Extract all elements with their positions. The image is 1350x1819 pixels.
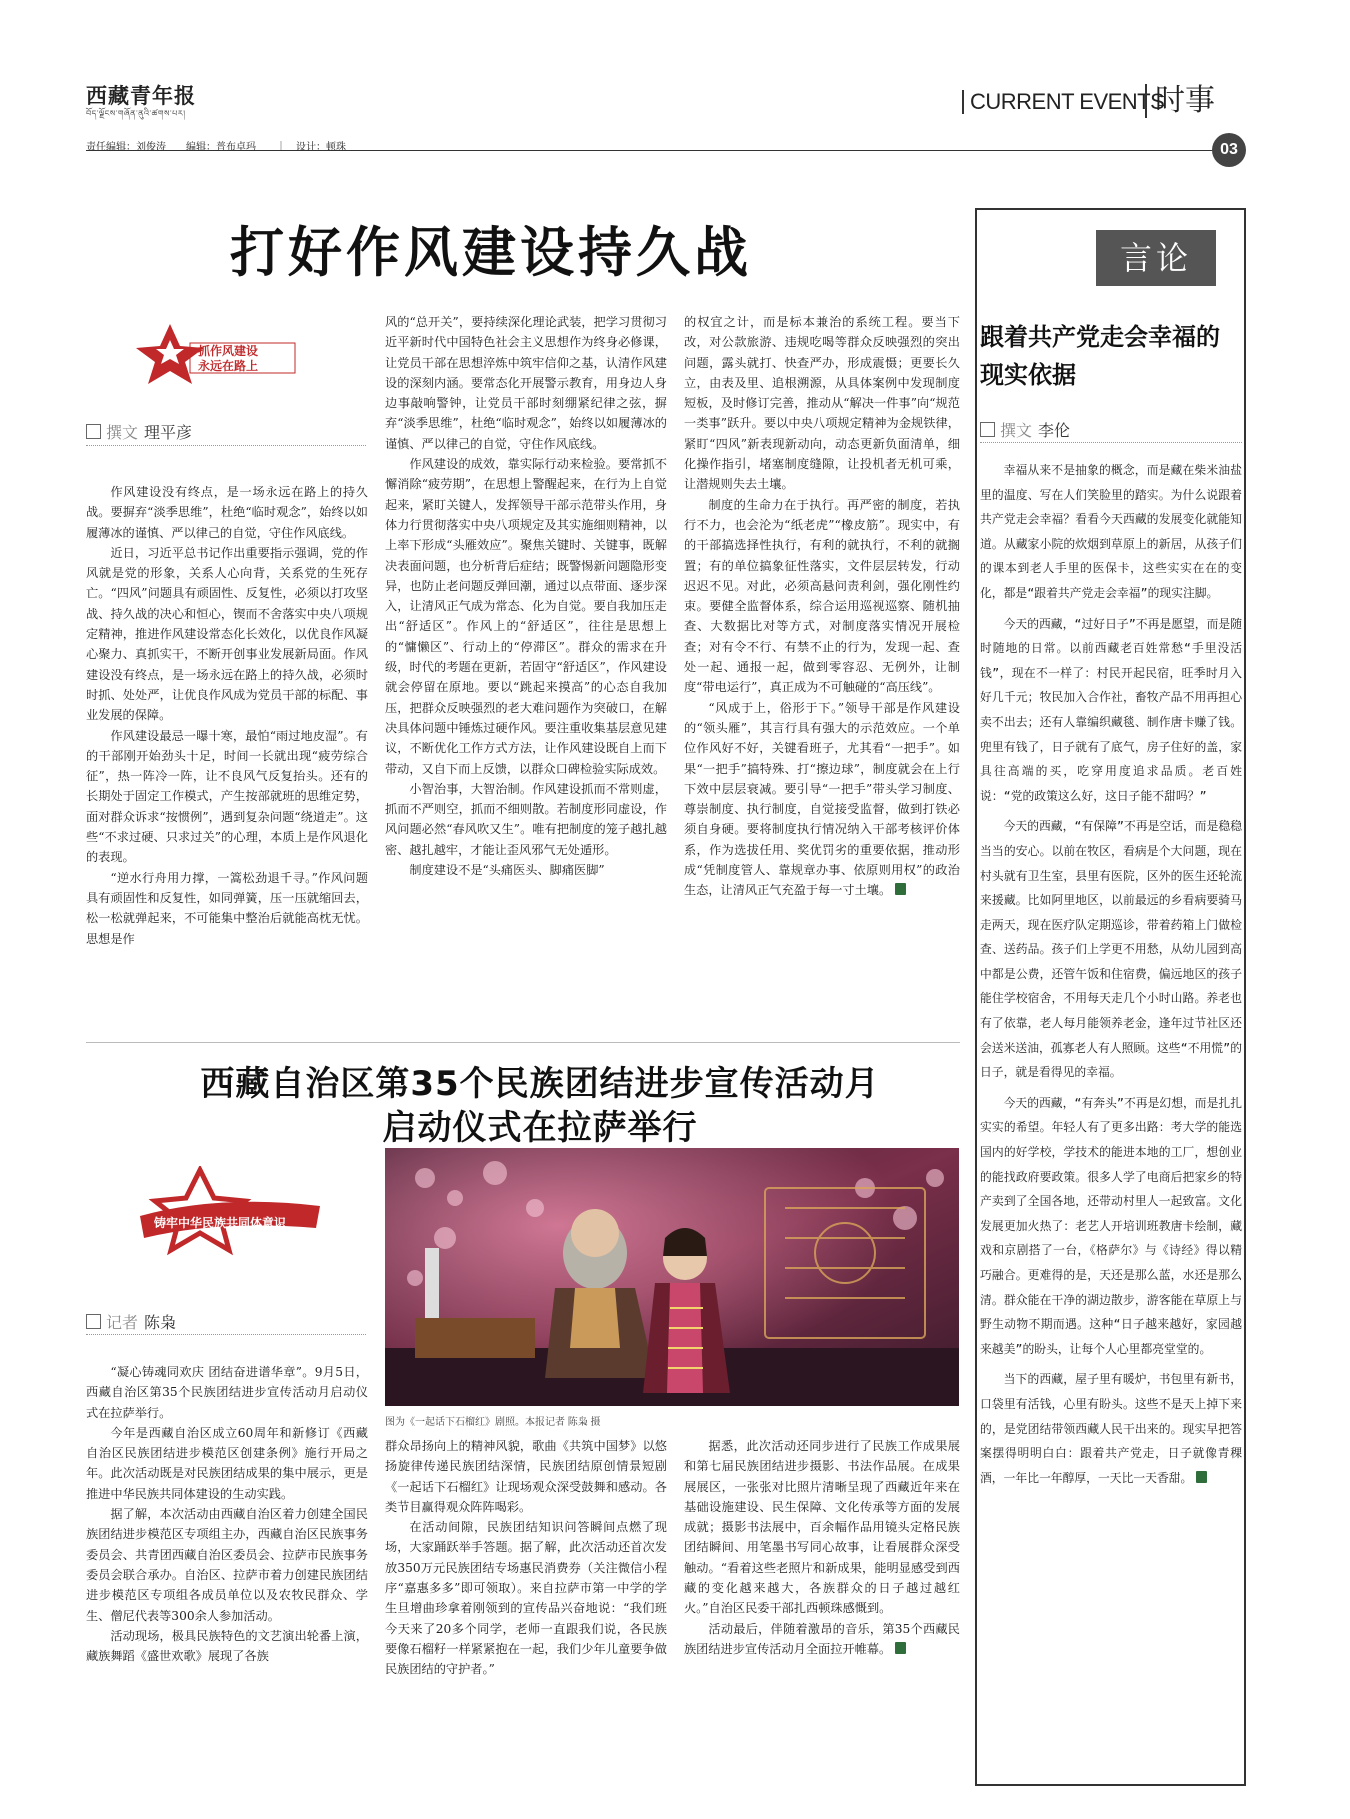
article2-headline-line1: 西藏自治区第35个民族团结进步宣传活动月	[200, 1064, 880, 1104]
red-star-banner-icon	[120, 1166, 330, 1256]
opinion-body	[980, 458, 1242, 1496]
paragraph: 风的“总开关”，要持续深化理论武装，把学习贯彻习近平新时代中国特色社会主义思想作为终身必修课，让党员干部在思想淬炼中筑牢信仰之基，认清作风建设的深刻内涵。要常态化开展警示教育，用身边人身边事敲响警钟，让党员干部时刻绷紧纪律之弦，摒弃“淡季思维”，杜绝“临时观念”，始终以如履薄冰的谨慎、严以律己的自觉，守住作风底线。	[385, 315, 667, 451]
page-number: 03	[1212, 133, 1246, 167]
paragraph: 小智治事，大智治制。作风建设抓而不常则虚，抓而不严则空，抓而不细则散。若制度形同虚设，作风问题必然“春风吹又生”。唯有把制度的笼子越扎越密、越扎越牢，才能让歪风邪气无处遁形。	[385, 781, 667, 857]
article2-logo-text: 铸牢中华民族共同体意识	[154, 1216, 287, 1230]
paragraph: 在活动间隙，民族团结知识问答瞬间点燃了现场，大家踊跃举手答题。据了解，此次活动还首次发放350万元民族团结专场惠民消费券（关注微信小程序“嘉惠多多”即可领取）。来自拉萨市第一中学的学生旦增曲珍拿着刚领到的宣传品兴奋地说：“我们班今天来了20多个同学，老师一直跟我们说，各民族要像石榴籽一样紧紧抱在一起，我们少年儿童要争做民族团结的守护者。”	[385, 1520, 667, 1677]
article1-logo-line1: 抓作风建设	[198, 344, 259, 358]
paragraph: 今年是西藏自治区成立60周年和新修订《西藏自治区民族团结进步模范区创建条例》施行开局之年。此次活动既是对民族团结成果的集中展示，更是推进中华民族共同体建设的生动实践。	[86, 1425, 368, 1501]
article1-column-1	[86, 482, 368, 949]
paragraph: “凝心铸魂同欢庆 团结奋进谱华章”。9月5日，西藏自治区第35个民族团结进步宣传活动月启动仪式在拉萨举行。	[86, 1365, 368, 1420]
article-divider	[86, 1042, 960, 1043]
paragraph-text: “风成于上，俗形于下。”领导干部是作风建设的“领头雁”，其言行具有强大的示范效应。一个单位作风好不好，关键看班子，尤其看“一把手”。如果“一把手”搞特殊、打“擦边球”，制度就会在上行下效中层层衰减。要引导“一把手”带头学习制度、尊崇制度、执行制度，自觉接受监督，做到打铁必须自身硬。要将制度执行情况纳入干部考核评价体系，作为选拔任用、奖优罚劣的重要依据，推动形成“凭制度管人、靠规章办事、依原则用权”的政治生态，让清风正气充盈于每一寸土壤。	[684, 700, 960, 898]
paragraph: 幸福从来不是抽象的概念，而是藏在柴米油盐里的温度、写在人们笑脸里的踏实。为什么说跟着共产党走会幸福？看看今天西藏的发展变化就能知道。从藏家小院的炊烟到草原上的新居，从孩子们的课本到老人手里的医保卡，这些实实在在的变化，都是“跟着共产党走会幸福”的现实注脚。	[980, 463, 1242, 600]
paragraph: 据悉，此次活动还同步进行了民族工作成果展和第七届民族团结进步摄影、书法作品展。在成果展展区，一张张对比照片清晰呈现了西藏近年来在基础设施建设、民生保障、文化传承等方面的发展成就；摄影书法展中，百余幅作品用镜头定格民族团结瞬间、用笔墨书写同心故事，让看展群众深受触动。“看着这些老照片和新成果，能明显感受到西藏的变化越来越大，各族群众的日子越过越红火。”自治区民委干部扎西顿珠感慨到。	[684, 1439, 960, 1616]
article1-column-2	[385, 312, 667, 880]
paragraph: 作风建设最忌一曝十寒，最怕“雨过地皮湿”。有的干部刚开始劲头十足，时间一长就出现“疲劳综合征”，热一阵冷一阵，让不良风气反复抬头。还有的长期处于固定工作模式，产生按部就班的思维定势，面对群众诉求“按惯例”，遇到复杂问题“绕道走”。这些“不求过硬、只求过关”的心理，本质上是作风退化的表现。	[86, 728, 368, 865]
article1-logo	[130, 318, 300, 388]
editor-credits: 责任编辑：刘俊涛 编辑：普布卓玛 ｜ 设计：顿珠	[86, 142, 346, 153]
byline-author: 李伦	[1038, 423, 1071, 440]
article2-headline	[170, 1062, 910, 1150]
article2-column-3	[684, 1436, 960, 1659]
paragraph	[684, 698, 960, 901]
newspaper-subtitle-tibetan: བོད་ལྗོངས་གཞོན་ནུའི་ཚགས་པར།	[86, 109, 186, 118]
photo-caption: 图为《一起话下石榴红》剧照。本报记者 陈枭 摄	[385, 1417, 601, 1428]
event-photo	[385, 1148, 959, 1406]
article1-column-3	[684, 312, 960, 901]
paragraph	[684, 1619, 960, 1660]
paragraph: 今天的西藏，“有奔头”不再是幻想，而是扎扎实实的希望。年轻人有了更多出路：考大学的能选国内的好学校，学技术的能进本地的工厂，想创业的能找政府要政策。很多人学了电商后把家乡的特产卖到了全国各地，还带动村里人一起致富。文化发展更加火热了：老艺人开培训班教唐卡绘制，藏戏和京剧搭了一台，《格萨尔》与《诗经》得以精巧融合。更难得的是，天还是那么蓝，水还是那么清。群众能在干净的湖边散步，游客能在草原上与野生动物不期而遇。这种“日子越来越好，家园越来越美”的盼头，让每个人心里都亮堂堂的。	[980, 1095, 1242, 1356]
paragraph-text: 活动最后，伴随着激昂的音乐，第35个西藏民族团结进步宣传活动月全面拉开帷幕。	[684, 1621, 960, 1656]
article2-headline-line2: 启动仪式在拉萨举行	[382, 1108, 698, 1148]
article1-logo-line2: 永远在路上	[198, 359, 259, 373]
paragraph: 群众昂扬向上的精神风貌，歌曲《共筑中国梦》以悠扬旋律传递民族团结深情，民族团结原创情景短剧《一起话下石榴红》让现场观众深受鼓舞和感动。各类节目赢得观众阵阵喝彩。	[385, 1439, 667, 1514]
article1-byline	[86, 420, 192, 443]
byline-author: 陈枭	[144, 1315, 177, 1332]
end-mark-icon	[895, 1642, 906, 1654]
pen-icon	[86, 1314, 101, 1329]
opinion-headline: 跟着共产党走会幸福的现实依据	[980, 323, 1220, 389]
paragraph	[980, 1367, 1242, 1490]
end-mark-icon	[895, 883, 906, 895]
article2-column-1	[86, 1362, 368, 1666]
byline-label: 撰文	[106, 425, 139, 442]
paragraph: 作风建设没有终点，是一场永远在路上的持久战。要摒弃“淡季思维”，杜绝“临时观念”，始终以如履薄冰的谨慎、严以律己的自觉，守住作风底线。	[86, 485, 368, 540]
header-rule	[86, 150, 1218, 151]
paragraph: 近日，习近平总书记作出重要指示强调，党的作风就是党的形象，关系人心向背，关系党的生死存亡。“四风”问题具有顽固性、反复性，必须以打攻坚战、持久战的决心和恒心，锲而不舍落实中央八项规定精神，推进作风建设常态化长效化，以优良作风凝心聚力、真抓实干，不断开创事业发展新局面。作风建设没有终点，是一场永远在路上的持久战，必须时时抓、处处严，让优良作风成为党员干部的标配、事业发展的保障。	[86, 545, 368, 723]
paragraph: 活动现场，极具民族特色的文艺演出轮番上演，藏族舞蹈《盛世欢歌》展现了各族	[86, 1628, 368, 1664]
byline-rule	[86, 1334, 366, 1335]
opinion-byline	[980, 418, 1070, 441]
newspaper-title: 西藏青年报	[86, 83, 196, 108]
byline-rule	[86, 445, 366, 446]
article2-column-2	[385, 1436, 667, 1680]
paragraph: 据了解，本次活动由西藏自治区着力创建全国民族团结进步模范区专项组主办，西藏自治区民族事务委员会、共青团西藏自治区委员会、拉萨市民族事务委员会联合承办。自治区、拉萨市着力创建民族团结进步模范区专项组各成员单位以及农牧民群众、学生、僧尼代表等300余人参加活动。	[86, 1507, 368, 1623]
section-label-en: CURRENT EVENTS	[962, 90, 1164, 114]
paragraph: 制度的生命力在于执行。再严密的制度，若执行不力，也会沦为“纸老虎”“橡皮筋”。现实中，有的干部搞选择性执行，有利的就执行，不利的就搁置；有的单位搞象征性落实，文件层层转发，行动迟迟不见。对此，必须高悬问责利剑，强化刚性约束。要健全监督体系，综合运用巡视巡察、随机抽查、大数据比对等方式，对制度落实情况开展检查；对有令不行、有禁不止的行为，发现一起、查处一起、通报一起，做到零容忍、无例外，让制度“带电运行”，真正成为不可触碰的“高压线”。	[684, 497, 960, 695]
paragraph: 的权宜之计，而是标本兼治的系统工程。要当下改，对公款旅游、违规吃喝等群众反映强烈的突出问题，露头就打、快查严办，形成震慑；更要长久立，由表及里、追根溯源，从具体案例中发现制度短板，及时修订完善，推动从“解决一件事”向“规范一类事”跃升。要以中央八项规定精神为金规铁律，紧盯“四风”新表现新动向，动态更新负面清单，细化操作指引，堵塞制度缝隙，让投机者无机可乘，让潜规则失去土壤。	[684, 315, 960, 492]
opinion-tag: 言论	[1096, 230, 1216, 286]
paragraph: “逆水行舟用力撑，一篙松劲退千寻。”作风问题具有顽固性和反复性，如同弹簧，压一压就缩回去，松一松就弹起来，不可能集中整治后就能高枕无忧。思想是作	[86, 870, 368, 946]
byline-label: 记者	[106, 1315, 139, 1332]
article1-headline: 打好作风建设持久战	[230, 221, 752, 284]
paragraph: 今天的西藏，“有保障”不再是空话，而是稳稳当当的安心。以前在牧区，看病是个大问题，现在村头就有卫生室，县里有医院，区外的医生还轮流来援藏。比如阿里地区，以前最远的乡看病要骑马走两天，现在医疗队定期巡诊，带着药箱上门做检查、送药品。孩子们上学更不用愁，从幼儿园到高中都是公费，还管午饭和住宿费，偏远地区的孩子能住学校宿舍，不用每天走几个小时山路。养老也有了依靠，老人每月能领养老金，逢年过节社区还会送米送油，孤寡老人有人照顾。这些“不用慌”的日子，就是看得见的幸福。	[980, 819, 1242, 1080]
byline-label: 撰文	[1000, 423, 1033, 440]
article2-logo	[120, 1166, 330, 1256]
byline-author: 理平彦	[144, 425, 193, 442]
paragraph-text: 当下的西藏，屋子里有暖炉，书包里有新书，口袋里有活钱，心里有盼头。这些不是天上掉下来的，是党团结带领西藏人民干出来的。现实早把答案摆得明明白白：跟着共产党走，日子就像青稞酒，一年比一年醇厚，一天比一天香甜。	[980, 1372, 1242, 1485]
paragraph: 制度建设不是“头痛医头、脚痛医脚”	[409, 863, 605, 878]
section-label-zh: 时事	[1145, 84, 1215, 118]
pen-icon	[86, 424, 101, 439]
paragraph: 今天的西藏，“过好日子”不再是愿望，而是随时随地的日常。以前西藏老百姓常愁“手里没活钱”，现在不一样了：村民开起民宿，旺季时月入好几千元；牧民加入合作社，畜牧产品不用再担心卖不出去；还有人靠编织藏毯、制作唐卡赚了钱。兜里有钱了，日子就有了底气，房子住好的盖，家具往高端的买，吃穿用度追求品质。老百姓说：“党的政策这么好，这日子能不甜吗？”	[980, 616, 1242, 803]
paragraph: 作风建设的成效，靠实际行动来检验。要常抓不懈消除“疲劳期”，在思想上警醒起来，在行为上自觉起来，紧盯关键人，发挥领导干部示范带头作用，身体力行贯彻落实中央八项规定及其实施细则精神，以上率下形成“头雁效应”。聚焦关键时、关键事，既解决表面问题，也分析背后症结；既警惕新问题隐形变异，也防止老问题反弹回潮，通过以点带面、逐步深入，让清风正气成为常态、化为自觉。要自我加压走出“舒适区”。作风上的“舒适区”，往往是思想上的“慵懒区”、行动上的“停滞区”。群众的需求在升级，时代的考题在更新，若固守“舒适区”，作风建设就会停留在原地。要以“跳起来摸高”的心态自我加压，把群众反映强烈的老大难问题作为突破口，在解决具体问题中锤炼过硬作风。要注重收集基层意见建议，不断优化工作方式方法，让作风建设既自上而下带动，又自下而上反馈，以群众口碑检验实际成效。	[385, 457, 667, 776]
end-mark-icon	[1196, 1471, 1207, 1483]
pen-icon	[980, 422, 995, 437]
article2-byline	[86, 1310, 176, 1333]
byline-rule	[980, 442, 1242, 443]
stage-photo-illustration	[385, 1148, 959, 1406]
